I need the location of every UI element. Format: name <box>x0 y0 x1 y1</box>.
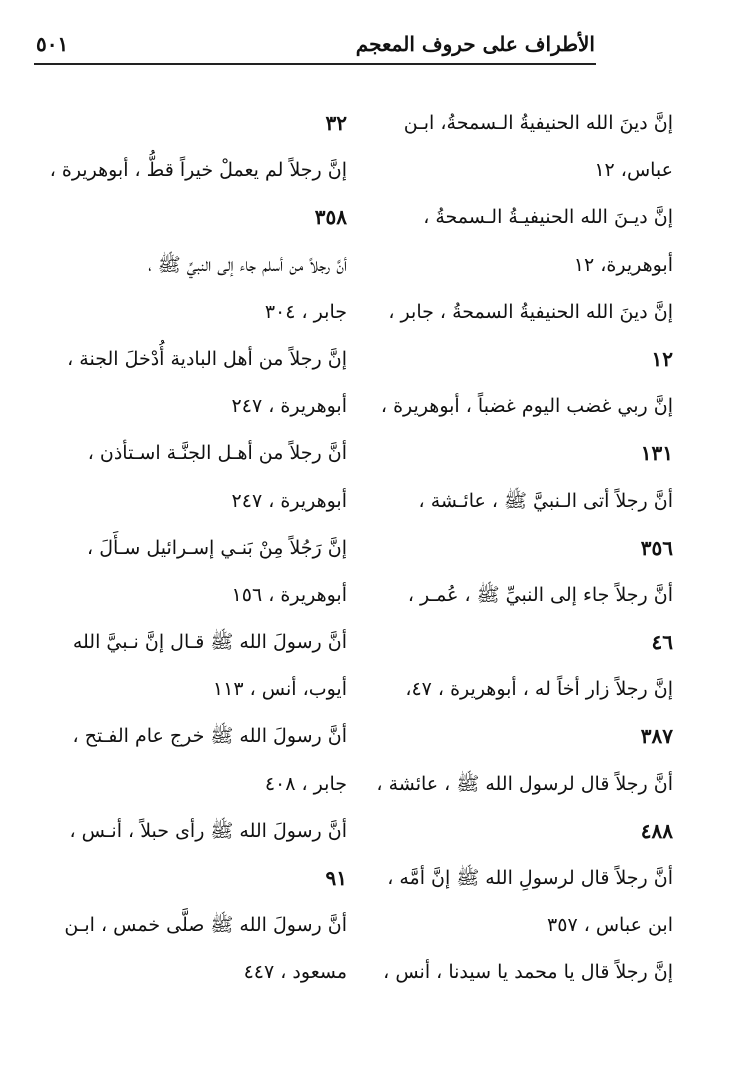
index-entry-line: أبوهريرة ، ١٥٦ <box>231 583 347 606</box>
entry-page-ref: ٤٦ <box>651 630 673 655</box>
index-entry-line: جابر ، ٣٠٤ <box>264 300 347 323</box>
index-entry-line: إنَّ رجلاً قال يا محمد يا سيدنا ، أنس ، <box>383 961 673 984</box>
index-entry-line: أبوهريرة ، ٢٤٧ <box>231 395 347 418</box>
index-column-right <box>373 100 673 997</box>
running-title: الأطراف على حروف المعجم <box>355 32 595 56</box>
index-entry-line: أيوب، أنس ، ١١٣ <box>212 678 347 701</box>
index-entry-line: أبوهريرة ، ٢٤٧ <box>231 489 347 512</box>
header-divider <box>34 63 596 65</box>
index-column-left <box>27 100 347 997</box>
index-entry-line: أنَّ رجلاً أتى الـنبيَّ ﷺ ، عائـشة ، <box>418 489 673 512</box>
entry-page-ref: ١٢ <box>651 346 673 371</box>
index-entry-line: إنَّ دينَ الله الحنيفيةُ الـسمحةُ، ابـن <box>403 112 673 134</box>
index-entry-line: ابن عباس ، ٣٥٧ <box>547 914 673 937</box>
index-entry-line: أنَّ رجلاً قال لرسول الله ﷺ ، عائشة ، <box>376 772 673 795</box>
page-header <box>36 28 595 64</box>
index-entry-line: إنَّ رجلاً لم يعملْ خيراً قطُّ ، أبوهريرة ، <box>49 159 347 182</box>
index-entry-line: أنَّ رسولَ الله ﷺ قـال إنَّ نـبيَّ الله <box>72 631 347 654</box>
index-entry-line: عباس، ١٢ <box>594 159 673 182</box>
index-entry-line: أنَّ رسولَ الله ﷺ رأى حبلاً ، أنـس ، <box>69 819 347 842</box>
entry-page-ref: ٩١ <box>325 866 347 890</box>
entry-page-ref: ٤٨٨ <box>640 818 673 843</box>
index-entry-line: إنَّ رجلاً من أهل البادية أُدْخلَ الجنة ، <box>67 347 347 370</box>
entry-page-ref: ١٣١ <box>640 441 673 466</box>
entry-page-ref: ٣٥٨ <box>314 205 347 230</box>
index-entry-line: جابر ، ٤٠٨ <box>264 772 347 795</box>
index-entry-line: أنَّ رسولَ الله ﷺ خرج عام الفـتح ، <box>72 725 347 748</box>
index-entry-line: إنَّ دينَ الله الحنيفيةُ السمحةُ ، جابر ، <box>388 300 673 323</box>
index-entry-line: أنَّ رجلاً من أسلم جاء إلى النبيِّ ﷺ ، <box>148 253 347 276</box>
index-entry-line: إنَّ ربي غضب اليوم غضباً ، أبوهريرة ، <box>380 395 673 418</box>
index-entry-line: إنَّ رَجُلاً مِنْ بَنـي إسـرائيل سـأَلَ ، <box>87 536 347 559</box>
index-entry-line: إنَّ ديـنَ الله الحنيفيـةُ الـسمحةُ ، <box>423 206 673 229</box>
entry-page-ref: ٣٨٧ <box>640 724 673 749</box>
index-entry-line: إنَّ رجلاً زار أخاً له ، أبوهريرة ، ٤٧، <box>405 678 673 701</box>
index-entry-line: أنَّ رسولَ الله ﷺ صلَّى خمس ، ابـن <box>64 914 347 937</box>
entry-page-ref: ٣٥٦ <box>640 535 673 560</box>
page-number: ٥٠١ <box>36 32 69 56</box>
index-entry-line: أبوهريرة، ١٢ <box>573 253 673 276</box>
entry-page-ref: ٣٢ <box>325 111 347 135</box>
index-entry-line: مسعود ، ٤٤٧ <box>243 961 347 984</box>
index-entry-line: أنَّ رجلاً جاء إلى النبيِّ ﷺ ، عُمـر ، <box>407 583 673 606</box>
index-entry-line: أنَّ رجلاً قال لرسولِ الله ﷺ إنَّ أمَّه ، <box>387 867 673 889</box>
index-entry-line: أنَّ رجلاً من أهـل الجنَّـة اسـتأذن ، <box>87 442 347 465</box>
